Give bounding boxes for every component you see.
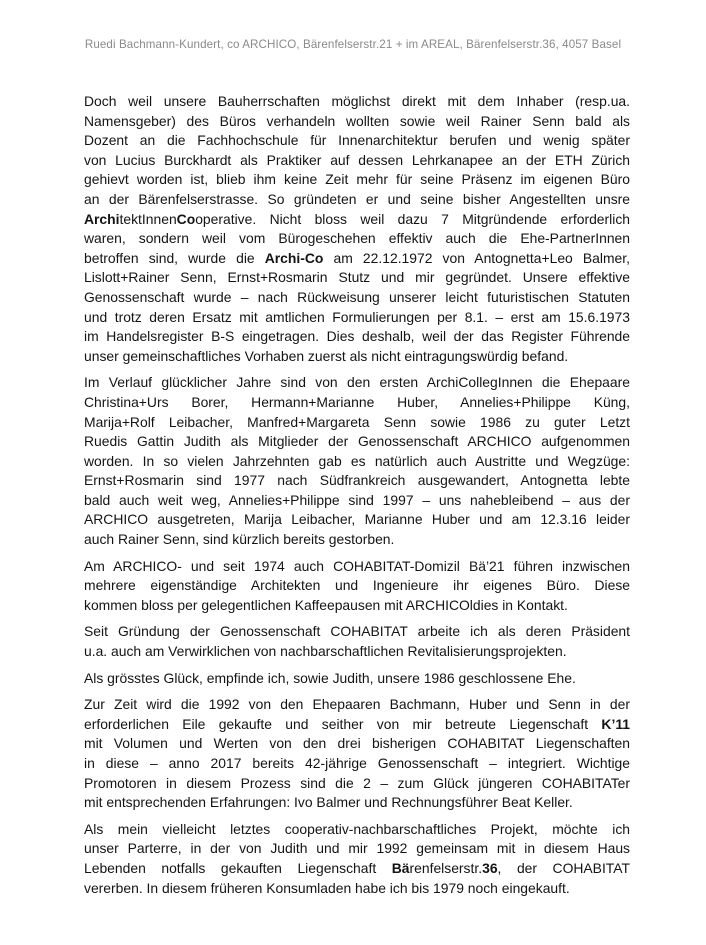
text-run: Marija+Rolf Leibacher, Manfred+Margareta Senn sowie 1986 zu guter Letzt [84, 413, 630, 430]
paragraph [84, 557, 630, 616]
paragraph [84, 669, 630, 689]
text-run: an der Bärenfelserstrasse. So gründeten er und seine bisher Angestellten unsre [84, 190, 630, 207]
text-line [84, 471, 630, 491]
text-run: im Handelsregister B-S eingetragen. Dies deshalb, weil der das Register Führende [84, 328, 630, 345]
document-body [84, 92, 630, 905]
bold-text-run: 36 [482, 859, 498, 876]
text-run: Genossenschaft wurde – nach Rückweisung unserer leicht futuristischen Statuten [84, 288, 630, 305]
text-run: vererben. In diesem früheren Konsumladen habe ich bis 1979 noch eingekauft. [84, 879, 570, 896]
text-run: waren, sondern weil vom Bürogeschehen effektiv auch die Ehe-PartnerInnen [84, 230, 630, 247]
text-line [84, 879, 630, 899]
text-line [84, 642, 630, 662]
text-line [84, 308, 630, 328]
text-run: Christina+Urs Borer, Hermann+Marianne Huber, Annelies+Philippe Küng, [84, 393, 630, 410]
text-line [84, 92, 630, 112]
paragraph [84, 622, 630, 661]
text-run: Seit Gründung der Genossenschaft COHABITAT arbeite ich als deren Präsident [84, 623, 630, 640]
text-line [84, 734, 630, 754]
text-run: Als mein vielleicht letztes cooperativ-nachbarschaftliches Projekt, möchte ich [84, 820, 630, 837]
text-line [84, 793, 630, 813]
text-line [84, 229, 630, 249]
text-line [84, 576, 630, 596]
text-line [84, 859, 630, 879]
text-run: gehievt worden ist, blieb ihm keine Zeit mehr für seine Präsenz im eigenen Büro [84, 171, 630, 188]
text-run: operative. Nicht bloss weil dazu 7 Mitgründende erforderlich [195, 210, 630, 227]
text-line [84, 774, 630, 794]
text-run: ARCHICO ausgetreten, Marija Leibacher, Marianne Huber und am 12.3.16 leider [84, 511, 630, 528]
text-line [84, 413, 630, 433]
text-run: mit entsprechenden Erfahrungen: Ivo Balmer und Rechnungsführer Beat Keller. [84, 794, 573, 811]
text-line [84, 491, 630, 511]
text-run: Namensgeber) des Büros verhandeln wollten sowie weil Rainer Senn bald als [84, 112, 630, 129]
paragraph [84, 373, 630, 549]
text-line [84, 210, 630, 230]
text-run: Dozent an die Fachhochschule für Innenarchitektur berufen und wenig später [84, 132, 630, 149]
text-line [84, 452, 630, 472]
text-line [84, 327, 630, 347]
text-line [84, 557, 630, 577]
text-line [84, 695, 630, 715]
text-line [84, 190, 630, 210]
text-run: tektInnen [119, 210, 177, 227]
text-line [84, 288, 630, 308]
text-run: renfelserstr. [409, 859, 483, 876]
bold-text-run: Archi-Co [264, 249, 324, 266]
text-line [84, 347, 630, 367]
text-run: unser Parterre, in der von Judith und mir 1992 gemeinsam mit in diesem Haus [84, 840, 630, 857]
bold-text-run: Bä [391, 859, 410, 876]
text-run: u.a. auch am Verwirklichen von nachbarschaftlichen Revitalisierungsprojekten. [84, 643, 567, 660]
text-run: am 22.12.1972 von Antognetta+Leo Balmer, [323, 249, 630, 266]
text-run: erforderlichen Eile gekaufte und seither von mir betreute Liegenschaft [84, 715, 602, 732]
paragraph [84, 92, 630, 366]
text-run: in diese – anno 2017 bereits 42-jährige Genossenschaft – integriert. Wichtige [84, 755, 630, 771]
text-line [84, 373, 630, 393]
bold-text-run: Co [176, 210, 196, 227]
text-line [84, 596, 630, 616]
text-run: Ernst+Rosmarin sind 1977 nach Südfrankreich ausgewandert, Antognetta lebte [84, 472, 630, 489]
text-run: Ruedis Gattin Judith als Mitglieder der Genossenschaft ARCHICO aufgenommen [84, 433, 630, 450]
text-line [84, 112, 630, 132]
text-run: und trotz deren Ersatz mit amtlichen Formulierungen per 8.1. – erst am 15.6.1973 [84, 308, 630, 325]
text-run: mehrere eigenständige Architekten und Ingenieure ihr eigenes Büro. Diese [84, 577, 630, 594]
text-line [84, 669, 630, 689]
paragraph [84, 820, 630, 898]
text-run: Zur Zeit wird die 1992 von den Ehepaaren Bachmann, Huber und Senn in der [84, 696, 630, 713]
text-line [84, 839, 630, 859]
text-run: auch Rainer Senn, sind kürzlich bereits gestorben. [84, 531, 395, 548]
text-run: betroffen sind, wurde die [84, 249, 265, 266]
text-line [84, 715, 630, 735]
bold-text-run: K’11 [601, 715, 630, 732]
text-line [84, 622, 630, 642]
text-line [84, 510, 630, 530]
text-run: Als grösstes Glück, empfinde ich, sowie Judith, unsere 1986 geschlossene Ehe. [84, 669, 576, 686]
text-line [84, 268, 630, 288]
text-run: von Lucius Burckhardt als Praktiker auf dessen Lehrkanapee an der ETH Zürich [84, 151, 630, 168]
text-run: , der COHABITAT [497, 859, 630, 876]
text-run: worden. In so vielen Jahrzehnten gab es natürlich auch Austritte und Wegzüge: [84, 452, 630, 469]
paragraph [84, 695, 630, 813]
text-run: mit Volumen und Werten von den drei bisherigen COHABITAT Liegenschaften [84, 735, 630, 752]
text-run: kommen bloss per gelegentlichen Kaffeepausen mit ARCHICOldies in Kontakt. [84, 596, 568, 613]
text-line [84, 151, 630, 171]
text-line [84, 170, 630, 190]
bold-text-run: Archi [84, 210, 120, 227]
text-line [84, 530, 630, 550]
text-line [84, 432, 630, 452]
text-run: Lislott+Rainer Senn, Ernst+Rosmarin Stutz und mir gegründet. Unsere effektive [84, 269, 630, 286]
text-run: Promotoren in diesem Prozess sind die 2 – zum Glück jüngeren COHABITATer [84, 774, 630, 791]
text-line [84, 131, 630, 151]
text-line [84, 820, 630, 840]
text-line [84, 754, 630, 774]
text-run: Im Verlauf glücklicher Jahre sind von den ersten ArchiCollegInnen die Ehepaare [84, 374, 630, 391]
text-run: Doch weil unsere Bauherrschaften möglichst direkt mit dem Inhaber (resp.ua. [84, 93, 630, 109]
text-run: Lebenden notfalls gekauften Liegenschaft [84, 859, 392, 876]
text-line [84, 393, 630, 413]
text-line [84, 249, 630, 269]
text-run: unser gemeinschaftliches Vorhaben zuerst als nicht eintragungswürdig befand. [84, 347, 569, 364]
text-run: bald auch weit weg, Annelies+Philippe sind 1997 – uns nahebleibend – aus der [84, 491, 630, 508]
text-run: Am ARCHICO- und seit 1974 auch COHABITAT-Domizil Bä’21 führen inzwischen [84, 557, 630, 574]
letterhead: Ruedi Bachmann-Kundert, co ARCHICO, Bärenfelserstr.21 + im AREAL, Bärenfelserstr.36, 4057 Basel [84, 38, 622, 51]
